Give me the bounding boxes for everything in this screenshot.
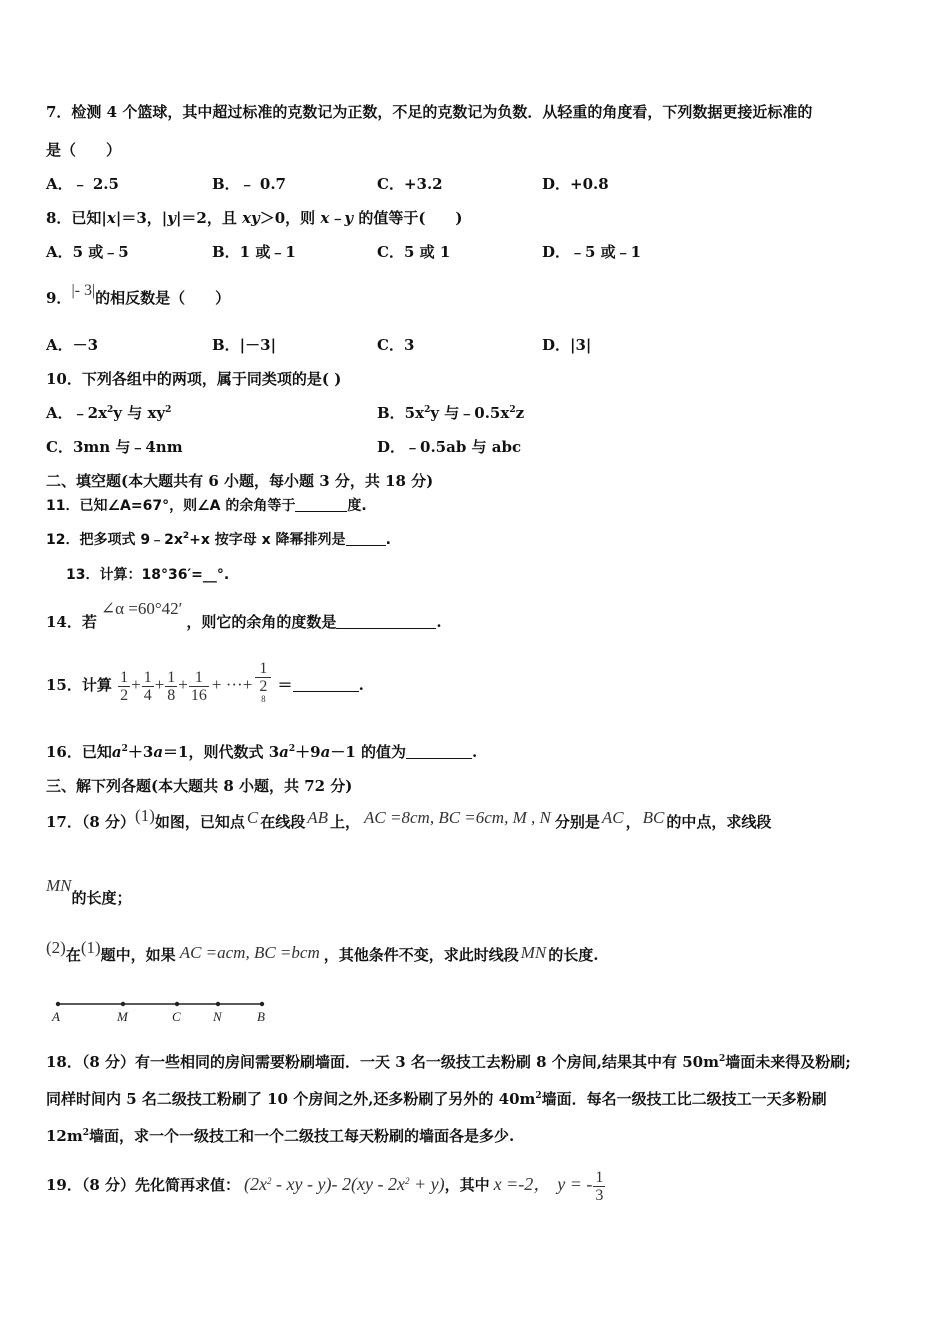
- point-c: [175, 1002, 179, 1006]
- q9-num: 9．: [46, 289, 72, 307]
- fraction: [165, 669, 177, 704]
- q10-option-b: [377, 403, 524, 423]
- label-a: A: [52, 1009, 60, 1024]
- math-expr: - xy - y)- 2(xy - 2x: [271, 1174, 405, 1194]
- denominator: 8: [167, 686, 176, 704]
- exponent: 2: [182, 531, 190, 541]
- q18-line3: [46, 1126, 514, 1146]
- q17-text: ，: [625, 813, 641, 831]
- q18-text: 12m: [46, 1127, 83, 1145]
- q16-text: .: [472, 743, 478, 761]
- math-expr: (2x: [244, 1174, 268, 1194]
- denominator: [255, 678, 271, 712]
- q14-text: ，则它的余角的度数是: [186, 613, 337, 631]
- q7-option-b: B．﹣ 0.7: [212, 175, 286, 193]
- fraction: [142, 669, 154, 704]
- q14-angle-expr: ∠α =60°42′: [100, 599, 183, 618]
- var-a: a: [153, 743, 164, 761]
- exponent: 2: [107, 405, 114, 415]
- q19-text: ，其中: [444, 1176, 490, 1194]
- q9-option-d: D．|3|: [542, 336, 592, 354]
- y-value: y = -: [557, 1174, 593, 1194]
- plus-sign: +: [131, 675, 141, 694]
- math-var: C: [246, 808, 259, 827]
- q14-stem: [46, 599, 442, 632]
- q13-stem: 13．计算：18°36′=__°.: [66, 567, 230, 583]
- part-label: (1): [80, 938, 101, 957]
- q8-option-d: D．﹣5 或﹣1: [542, 243, 642, 261]
- q18-text: 同样时间内 5 名二级技工粉刷了 10 个房间之外,还多粉刷了另外的 40m: [46, 1090, 536, 1108]
- numerator: 1: [189, 669, 209, 687]
- denominator: 2: [120, 686, 129, 704]
- q8-text: |＝2，且: [175, 209, 237, 227]
- q7-stem: 7．检测 4 个篮球，其中超过标准的克数记为正数，不足的克数记为负数．从轻重的角度看，下列数据更接近标准的: [46, 103, 813, 121]
- label-c: C: [172, 1009, 181, 1024]
- math-var: AB: [307, 808, 329, 827]
- q7-option-d: D．+0.8: [542, 175, 609, 193]
- section-solve-heading: 三、解下列各题(本大题共 8 小题，共 72 分): [46, 777, 353, 795]
- denominator: 16: [190, 686, 207, 704]
- math-expr: AC =8cm, BC =6cm, M , N: [364, 808, 551, 827]
- q18-text: 18．（8 分）有一些相同的房间需要粉刷墙面．一天 3 名一级技工去粉刷 8 个房间,结果其中有 50m: [46, 1053, 719, 1071]
- q8-text: 的值等于( ): [358, 209, 463, 227]
- q17-text: 的长度.: [548, 946, 599, 964]
- point-a: [56, 1002, 60, 1006]
- math-var: AC: [601, 808, 624, 827]
- var-a: a: [279, 743, 289, 761]
- q8-option-a: A．5 或﹣5: [46, 243, 129, 261]
- q15-stem: [46, 660, 364, 704]
- math-expr: AC =acm, BC =bcm: [179, 943, 320, 962]
- q7-option-c: C．+3.2: [377, 175, 443, 193]
- q17-text: 的长度；: [71, 889, 132, 907]
- q12-text: .: [385, 532, 391, 548]
- q16-stem: [46, 742, 477, 762]
- x-value: x =-2，: [493, 1174, 552, 1194]
- q14-text: 14．若: [46, 613, 97, 631]
- exponent: 8: [261, 694, 266, 704]
- equals-sign: ＝: [277, 676, 293, 694]
- q14-text: .: [436, 613, 442, 631]
- var-a: a: [111, 743, 122, 761]
- q7-option-a: A．﹣ 2.5: [46, 175, 119, 193]
- q8-num: 8．已知|: [46, 209, 107, 227]
- math-var: BC: [642, 808, 665, 827]
- denominator: 3: [595, 1186, 604, 1204]
- numerator: 1: [595, 1168, 604, 1186]
- q11-text: 度.: [347, 498, 367, 514]
- fraction: [189, 669, 209, 704]
- q17-text: 分别是: [554, 813, 600, 831]
- q17-text: 在线段: [260, 813, 306, 831]
- q17-line1: [46, 806, 772, 832]
- label-n: N: [213, 1009, 222, 1024]
- label-m: M: [117, 1009, 128, 1024]
- exponent: 2: [267, 1176, 272, 1186]
- q16-text: －1 的值为: [330, 743, 406, 761]
- ellipsis: + ···+: [211, 675, 253, 694]
- exponent: 2: [424, 405, 431, 415]
- q10-option-d: D．﹣0.5ab 与 abc: [377, 438, 522, 456]
- plus-sign: +: [154, 675, 165, 694]
- label-b: B: [257, 1009, 265, 1024]
- q11-stem: [46, 496, 367, 516]
- q10-option-a: [46, 403, 171, 423]
- answer-blank[interactable]: [295, 497, 347, 512]
- q15-text: 15．计算: [46, 676, 112, 694]
- math-var: MN: [46, 876, 72, 895]
- q8-expr: x﹣y: [320, 209, 354, 227]
- q17-text: 题中，如果: [100, 946, 176, 964]
- exponent: 2: [121, 744, 128, 754]
- point-b: [260, 1002, 264, 1006]
- q12-text: 12．把多项式 9﹣2x: [46, 532, 183, 548]
- q17-text: ，其他条件不变，求此时线段: [323, 946, 519, 964]
- q19-stem: [46, 1164, 606, 1204]
- fraction: [118, 669, 130, 704]
- q15-text: .: [358, 676, 364, 694]
- point-m: [121, 1002, 125, 1006]
- q9-option-c: C．3: [377, 336, 415, 354]
- line-segment-figure: [46, 996, 276, 1026]
- q16-text: ＋9: [295, 743, 321, 761]
- q19-expression: [244, 1174, 445, 1194]
- q12-stem: [46, 530, 391, 550]
- fraction: [593, 1169, 605, 1204]
- part-label: (2): [46, 938, 66, 957]
- q18-text: 墙面，求一个一级技工和一个二级技工每天粉刷的墙面各是多少.: [89, 1127, 515, 1145]
- q17-text: 上，: [330, 813, 361, 831]
- q8-option-b: B．1 或﹣1: [212, 243, 296, 261]
- q8-text: ＞0，则: [259, 209, 316, 227]
- math-expr: + y): [409, 1174, 445, 1194]
- q7-stem-cont: 是（ ）: [46, 141, 122, 159]
- q10-b-text: B．5x: [377, 404, 425, 422]
- section-fill-in-heading: 二、填空题(本大题共有 6 小题，每小题 3 分，共 18 分): [46, 472, 434, 490]
- exponent: 2: [509, 405, 516, 415]
- answer-blank[interactable]: [406, 744, 472, 759]
- q8-option-c: C．5 或 1: [377, 243, 451, 261]
- q11-text: 11．已知∠A=67°，则∠A 的余角等于: [46, 498, 296, 514]
- q16-text: 16．已知: [46, 743, 112, 761]
- answer-blank[interactable]: [336, 614, 436, 629]
- q8-stem: [46, 208, 463, 228]
- q10-b-text: z: [515, 404, 525, 422]
- numerator: 1: [143, 668, 152, 686]
- q9-abs-expr: |- 3|: [71, 282, 96, 299]
- numerator: 1: [167, 668, 176, 686]
- numerator: 1: [255, 660, 271, 678]
- q9-option-a: A．－3: [46, 336, 99, 354]
- q10-stem: 10．下列各组中的两项，属于同类项的是( ): [46, 370, 342, 388]
- point-n: [216, 1002, 220, 1006]
- q17-line2: [46, 876, 132, 908]
- q10-b-text: y 与﹣0.5x: [430, 404, 510, 422]
- q17-text: 如图，已知点: [154, 813, 245, 831]
- var-a: a: [320, 743, 331, 761]
- exponent: 2: [719, 1054, 726, 1064]
- q16-text: ＋3: [127, 743, 154, 761]
- q19-text: 19．（8 分）先化简再求值：: [46, 1176, 241, 1194]
- fraction: [255, 660, 271, 712]
- answer-blank[interactable]: [346, 531, 386, 546]
- q18-line1: [46, 1052, 851, 1072]
- exponent: 2: [165, 405, 172, 415]
- q8-var-y: y: [167, 209, 176, 227]
- q12-text: +x 按字母 x 降幂排列是: [189, 532, 346, 548]
- q17-text: 的中点，求线段: [666, 813, 772, 831]
- answer-blank[interactable]: [293, 677, 359, 692]
- q18-text: 墙面未来得及粉刷;: [725, 1053, 851, 1071]
- q16-text: ＝1，则代数式 3: [163, 743, 280, 761]
- q10-option-c: C．3mn 与﹣4nm: [46, 438, 183, 456]
- part-label: (1): [135, 806, 155, 825]
- q17-line3: [46, 938, 599, 965]
- q9-text: 的相反数是（ ）: [95, 289, 231, 307]
- q18-line2: [46, 1089, 827, 1109]
- q8-var-x: x: [106, 209, 116, 227]
- exponent: 2: [535, 1091, 542, 1101]
- exponent: 2: [82, 1128, 90, 1138]
- exponent: 2: [404, 1176, 410, 1186]
- q10-a-text: y 与 xy: [113, 404, 166, 422]
- q18-text: 墙面．每名一级技工比二级技工一天多粉刷: [541, 1090, 827, 1108]
- q9-option-b: B．|－3|: [212, 336, 277, 354]
- q17-text: 在: [65, 946, 81, 964]
- q17-num: 17．（8 分）: [46, 813, 136, 831]
- exponent: 2: [288, 744, 296, 754]
- denominator: 4: [143, 686, 152, 704]
- math-var: MN: [520, 943, 547, 962]
- q9-stem: [46, 282, 231, 309]
- plus-sign: +: [178, 675, 188, 694]
- numerator: 1: [120, 668, 129, 686]
- q8-var-xy: xy: [242, 209, 260, 227]
- q8-text: |＝3，|: [115, 209, 168, 227]
- q10-a-text: A．﹣2x: [46, 404, 108, 422]
- power-base: 2: [259, 678, 268, 695]
